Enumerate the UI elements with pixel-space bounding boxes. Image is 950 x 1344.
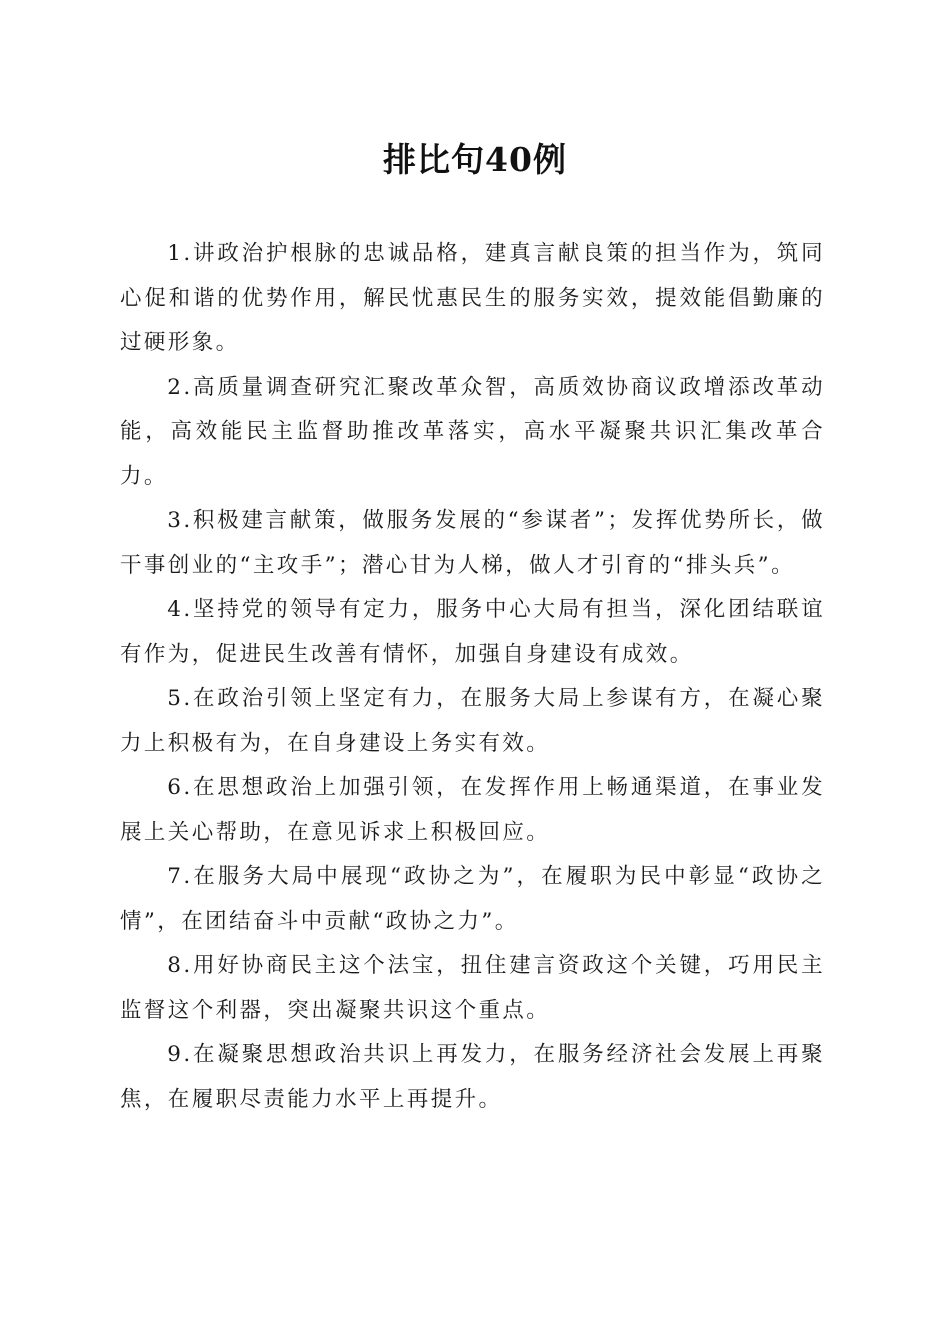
document-body (120, 232, 825, 1122)
paragraph-3: 3.积极建言献策，做服务发展的“参谋者”；发挥优势所长，做干事创业的“主攻手”；潜心甘为人梯，做人才引育的“排头兵”。 (120, 508, 825, 578)
paragraph-1: 1.讲政治护根脉的忠诚品格，建真言献良策的担当作为，筑同心促和谐的优势作用，解民忧惠民生的服务实效，提效能倡勤廉的过硬形象。 (120, 241, 825, 355)
paragraph-5: 5.在政治引领上坚定有力，在服务大局上参谋有方，在凝心聚力上积极有为，在自身建设上务实有效。 (120, 686, 825, 756)
paragraph-6: 6.在思想政治上加强引领，在发挥作用上畅通渠道，在事业发展上关心帮助，在意见诉求上积极回应。 (120, 775, 825, 845)
paragraph-8: 8.用好协商民主这个法宝，扭住建言资政这个关键，巧用民主监督这个利器，突出凝聚共识这个重点。 (120, 953, 825, 1023)
paragraph-7: 7.在服务大局中展现“政协之为”，在履职为民中彰显“政协之情”，在团结奋斗中贡献“政协之力”。 (120, 864, 825, 934)
paragraph-2: 2.高质量调查研究汇聚改革众智，高质效协商议政增添改革动能，高效能民主监督助推改革落实，高水平凝聚共识汇集改革合力。 (120, 374, 825, 489)
paragraph-9: 9.在凝聚思想政治共识上再发力，在服务经济社会发展上再聚焦，在履职尽责能力水平上再提升。 (120, 1042, 825, 1112)
document-title: 排比句40例 (383, 140, 567, 179)
paragraph-4: 4.坚持党的领导有定力，服务中心大局有担当，深化团结联谊有作为，促进民生改善有情怀，加强自身建设有成效。 (120, 597, 825, 667)
